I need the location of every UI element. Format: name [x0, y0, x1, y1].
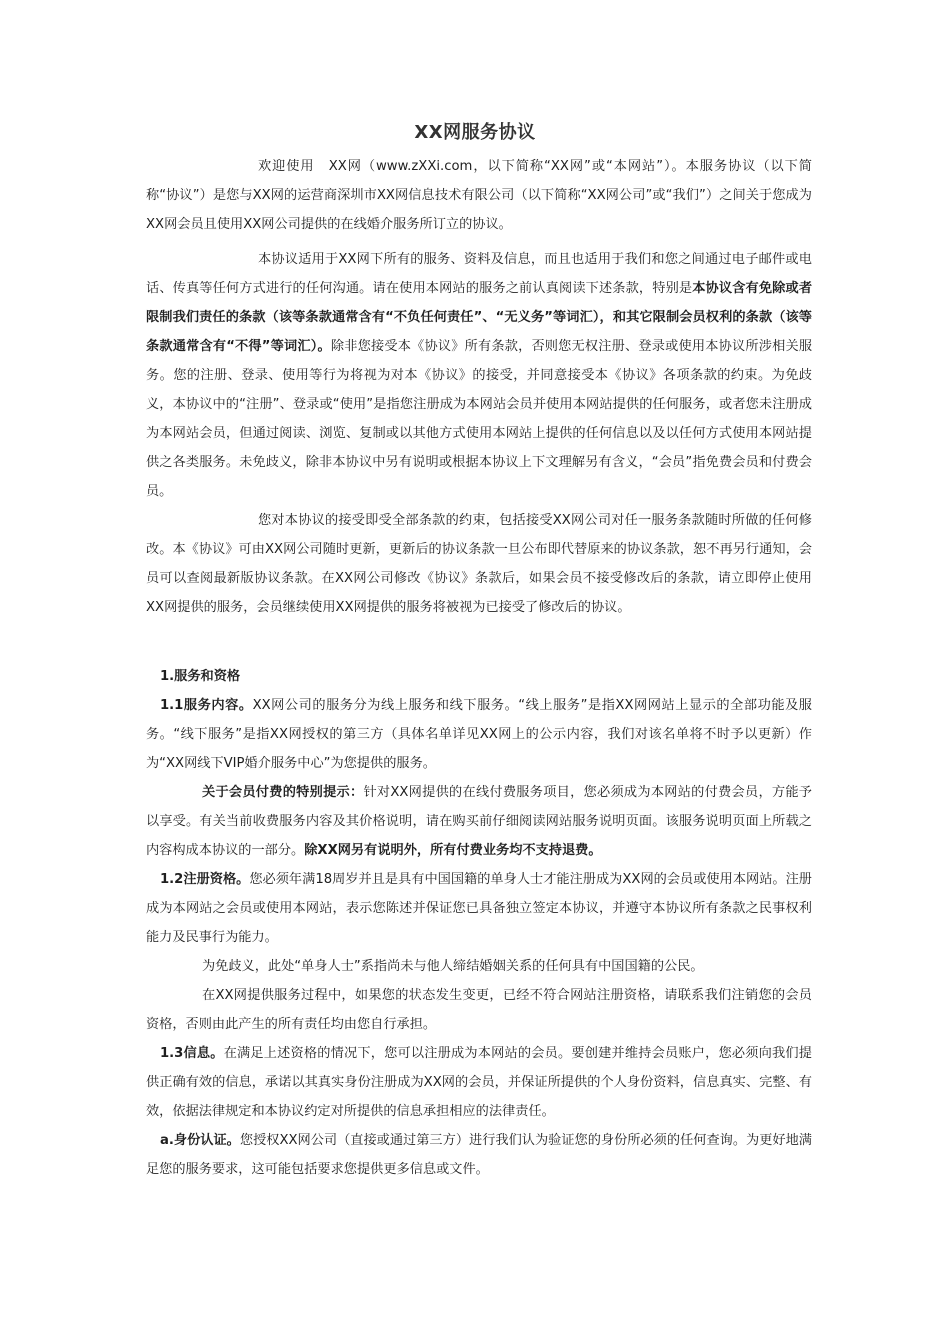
clause-1-3-label: 1.3信息。 [160, 1046, 224, 1061]
clause-1-3-a-label: a.身份认证。 [160, 1133, 240, 1148]
clause-1-3 [146, 1039, 812, 1126]
no-refund-clause: 除XX网另有说明外，所有付费业务均不支持退费。 [304, 843, 602, 858]
single-definition-paragraph: 为免歧义，此处“单身人士”系指尚未与他人缔结婚姻关系的任何具有中国国籍的公民。 [202, 959, 704, 974]
payment-notice [146, 778, 812, 865]
clause-1-2-text: 您必须年满18周岁并且是具有中国国籍的单身人士才能注册成为XX网的会员或使用本网站。注册成为本网站之会员或使用本网站，表示您陈述并保证您已具备独立签定本协议，并遵守本协议所有条款之民事权利能力及民事行为能力。 [146, 872, 812, 945]
clause-1-3-a-text: 您授权XX网公司（直接或通过第三方）进行我们认为验证您的身份所必须的任何查询。为更好地满足您的服务要求，这可能包括要求您提供更多信息或文件。 [146, 1133, 812, 1177]
intro-paragraph: 欢迎使用 XX网（www.zXXi.com，以下简称“XX网”或“本网站”）。本服务协议（以下简称“协议”）是您与XX网的运营商深圳市XX网信息技术有限公司（以下简称“XX网公司”或“我们”）之间关于您成为XX网会员且使用XX网公司提供的在线婚介服务所订立的协议。 [146, 159, 812, 232]
payment-notice-label: 关于会员付费的特别提示： [202, 785, 364, 800]
clause-1-3-text: 在满足上述资格的情况下，您可以注册成为本网站的会员。要创建并维持会员账户，您必须向我们提供正确有效的信息，承诺以其真实身份注册成为XX网的会员，并保证所提供的个人身份资料，信息真实、完整、有效，依据法律规定和本协议约定对所提供的信息承担相应的法律责任。 [146, 1046, 812, 1119]
clause-1-2 [146, 865, 812, 952]
scope-rest: 除非您接受本《协议》所有条款，否则您无权注册、登录或使用本协议所涉相关服务。您的注册、登录、使用等行为将视为对本《协议》的接受，并同意接受本《协议》各项条款的约束。为免歧义，本协议中的“注册”、登录或“使用”是指您注册成为本网站会员并使用本网站提供的任何服务，或者您未注册成为本网站会员，但通过阅读、浏览、复制或以其他方式使用本网站上提供的任何信息以及以任何方式使用本网站提供之各类服务。未免歧义，除非本协议中另有说明或根据本协议上下文理解另有含义，“会员”指免费会员和付费会员。 [146, 339, 813, 499]
clause-1-1-text: XX网公司的服务分为线上服务和线下服务。“线上服务”是指XX网网站上显示的全部功能及服务。“线下服务”是指XX网授权的第三方（具体名单详见XX网上的公示内容，我们对该名单将不时予以更新）作为“XX网线下VIP婚介服务中心”为您提供的服务。 [146, 698, 812, 771]
scope-bold-clause: 本协议含有免除或者限制我们责任的条款（该等条款通常含有“不负任何责任”、“无义务”等词汇），和其它限制会员权利的条款（该等条款通常含有“不得”等词汇）。 [146, 281, 813, 354]
clause-1-3-a [146, 1126, 812, 1184]
acceptance-paragraph: 您对本协议的接受即受全部条款的约束，包括接受XX网公司对任一服务条款随时所做的任何修改。本《协议》可由XX网公司随时更新，更新后的协议条款一旦公布即代替原来的协议条款，恕不再另行通知，会员可以查阅最新版协议条款。在XX网公司修改《协议》条款后，如果会员不接受修改后的条款，请立即停止使用XX网提供的服务，会员继续使用XX网提供的服务将被视为已接受了修改后的协议。 [146, 513, 812, 615]
payment-notice-text: 针对XX网提供的在线付费服务项目，您必须成为本网站的付费会员，方能予以享受。有关当前收费服务内容及其价格说明，请在购买前仔细阅读网站服务说明页面。该服务说明页面上所载之内容构成本协议的一部分。 [146, 785, 812, 858]
clause-1-1-label: 1.1服务内容。 [160, 698, 253, 713]
clause-1-2-label: 1.2注册资格。 [160, 872, 250, 887]
scope-lead: 本协议适用于XX网下所有的服务、资料及信息，而且也适用于我们和您之间通过电子邮件或电话、传真等任何方式进行的任何沟通。请在使用本网站的服务之前认真阅读下述条款，特别是 [146, 252, 812, 296]
scope-paragraph [146, 245, 812, 506]
clause-1-1 [146, 691, 812, 778]
document-title: XX网服务协议 [414, 122, 536, 143]
document-body [146, 152, 812, 1184]
status-change-paragraph: 在XX网提供服务过程中，如果您的状态发生变更，已经不符合网站注册资格，请联系我们注销您的会员资格，否则由此产生的所有责任均由您自行承担。 [146, 988, 812, 1032]
section-1-heading: 1.服务和资格 [160, 669, 241, 684]
